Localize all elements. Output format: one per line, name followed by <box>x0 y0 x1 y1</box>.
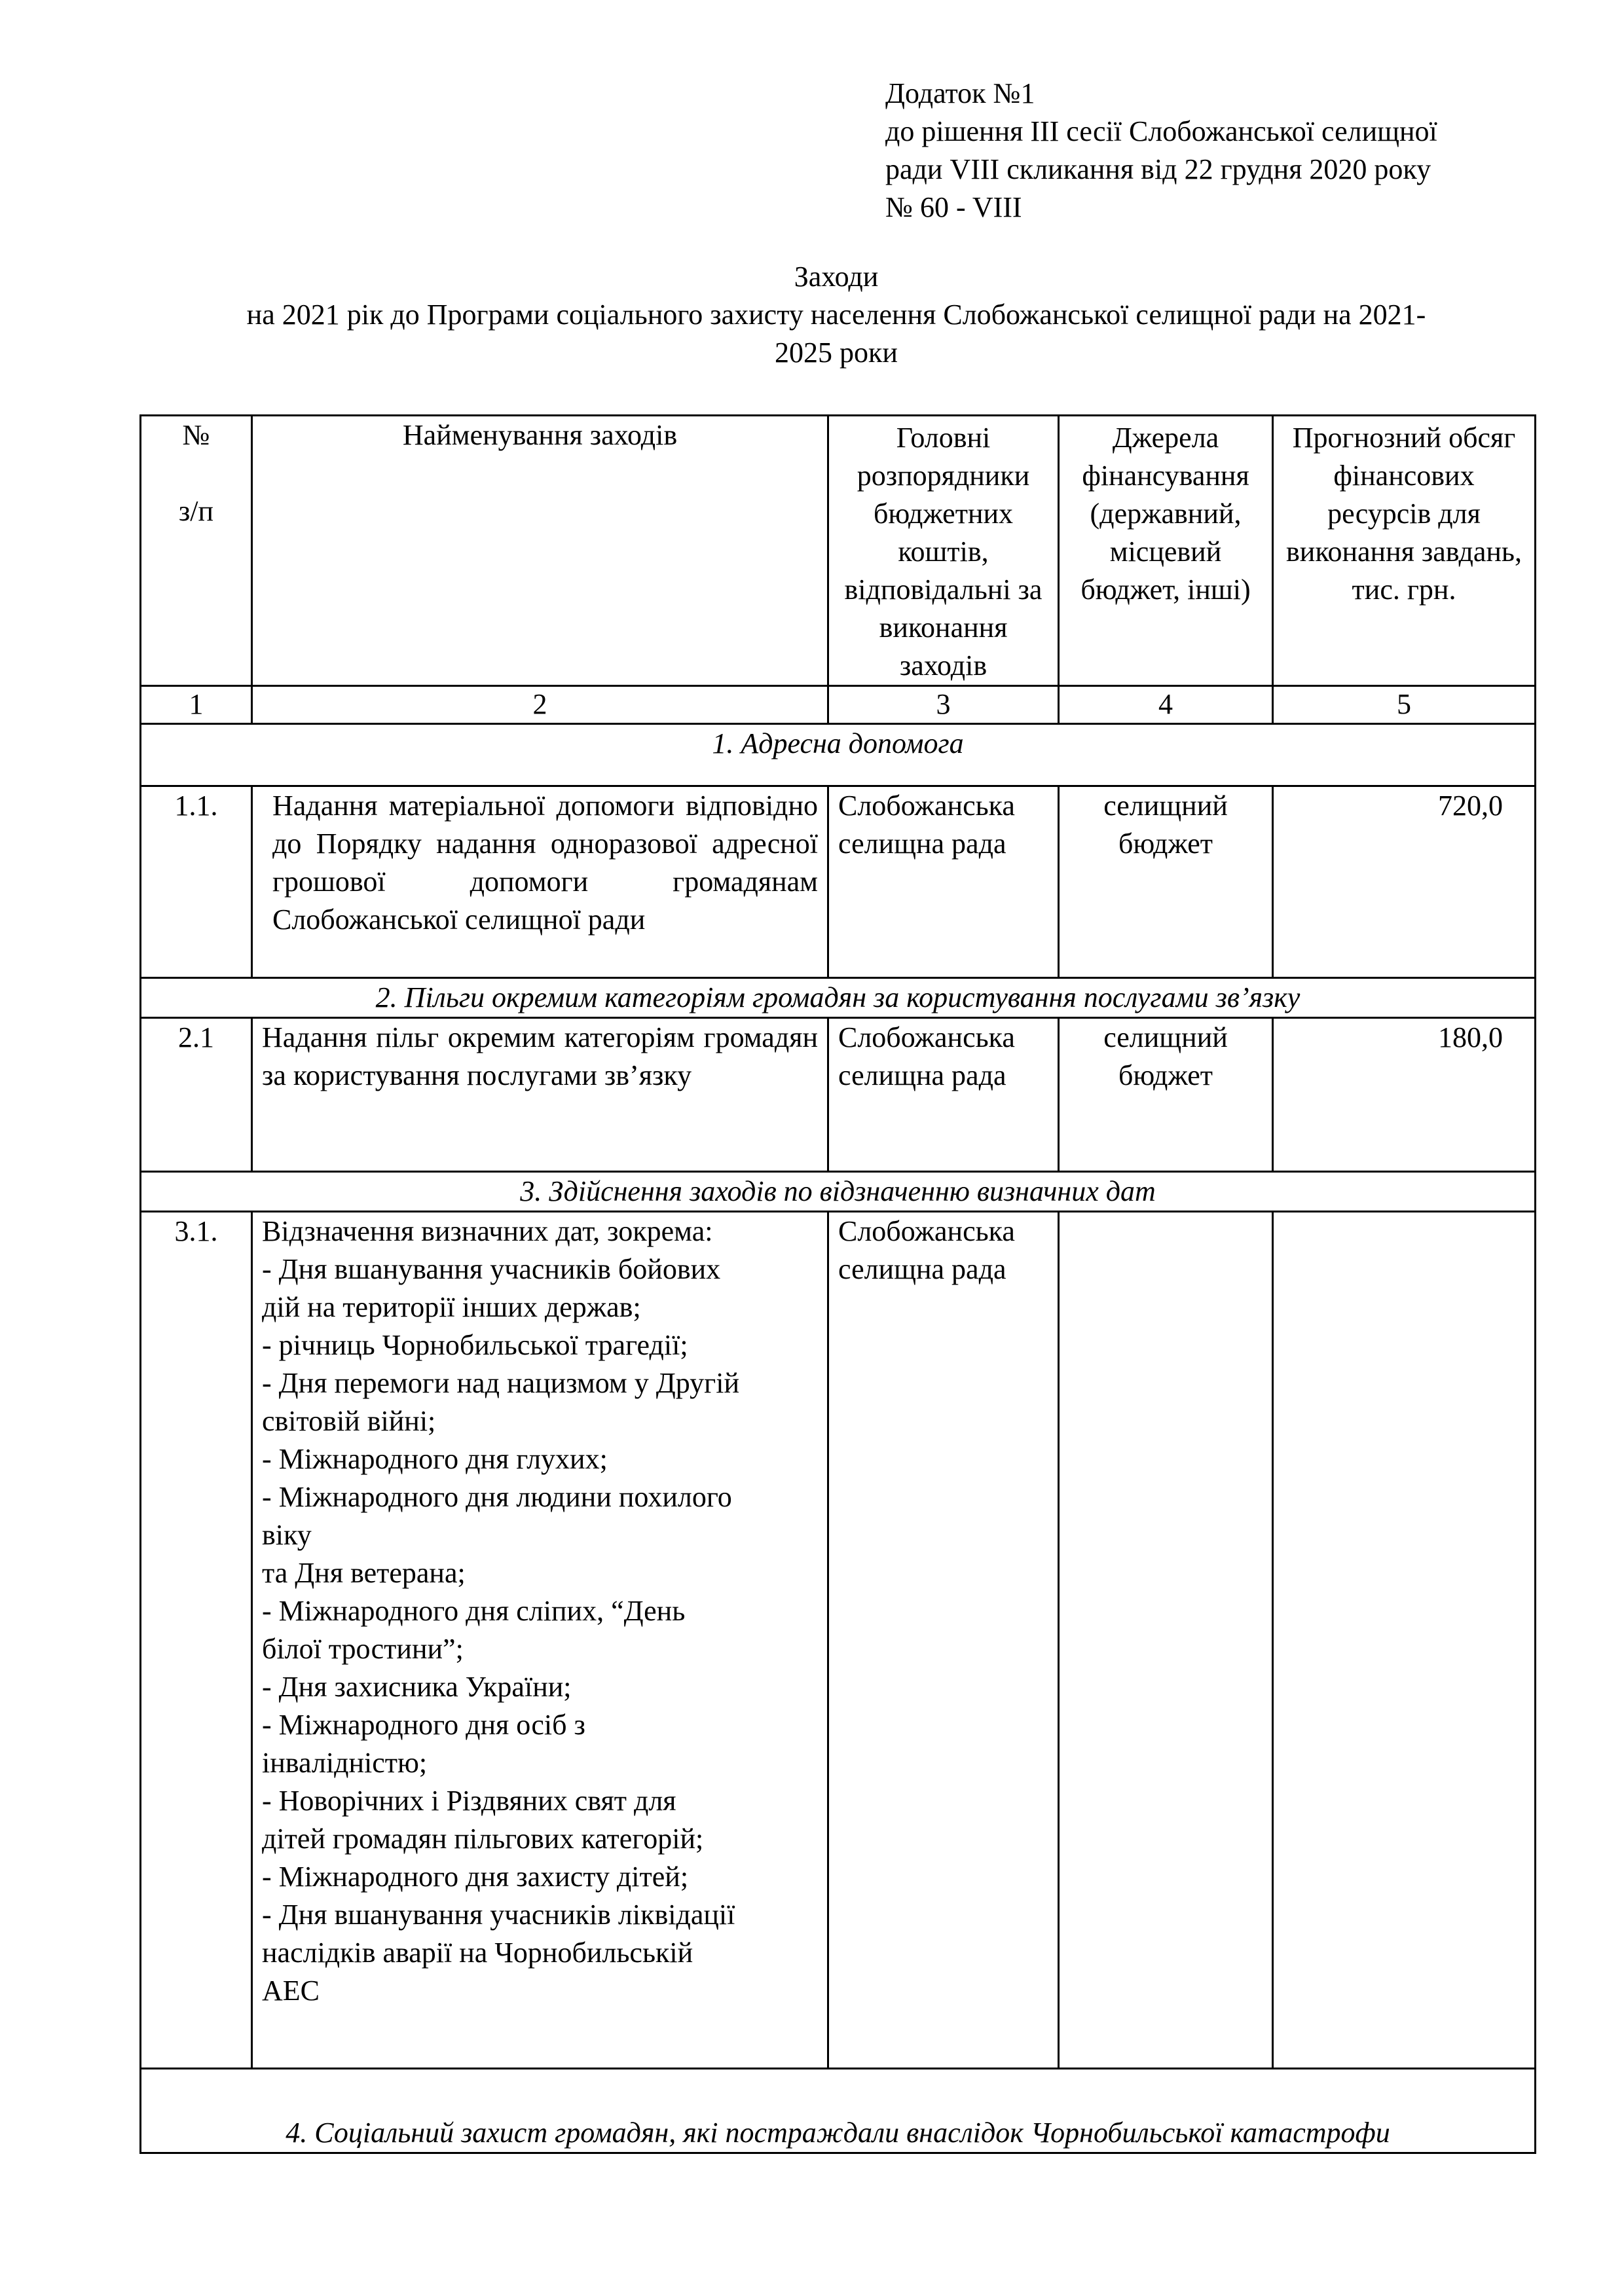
list-item: - Міжнародного дня осіб з <box>262 1709 585 1741</box>
list-item: - Дня вшанування учасників ліквідації <box>262 1899 735 1931</box>
section-row <box>141 1172 1536 1212</box>
list-item: - Дня захисника України; <box>262 1671 572 1703</box>
list-item: наслідків аварії на Чорнобильській <box>262 1937 693 1969</box>
annex-line-1: Додаток №1 <box>885 77 1035 109</box>
list-item: - Дня вшанування учасників бойових <box>262 1253 721 1285</box>
list-item: білої тростини”; <box>262 1633 464 1665</box>
list-item: - Міжнародного дня захисту дітей; <box>262 1861 689 1893</box>
header-num: № з/п <box>141 416 252 686</box>
list-item: дітей громадян пільгових категорій; <box>262 1823 704 1855</box>
section-title: 3. Здійснення заходів по відзначенню визначних дат <box>141 1172 1536 1212</box>
list-item: - Дня перемоги над нацизмом у Другій <box>262 1367 739 1399</box>
row-name <box>252 1212 828 2069</box>
list-item: віку <box>262 1519 312 1551</box>
table-row <box>141 1018 1536 1172</box>
row-number: 3.1. <box>141 1212 252 2069</box>
row-volume: 720,0 <box>1273 786 1536 978</box>
column-number: 4 <box>1059 686 1273 724</box>
table-row <box>141 1212 1536 2069</box>
annex-line-4: № 60 - VIII <box>885 191 1022 223</box>
section-row <box>141 978 1536 1018</box>
header-row <box>141 416 1536 686</box>
row-manager: Слобожанська селищна рада <box>828 786 1059 978</box>
section-title: 1. Адресна допомога <box>141 724 1536 786</box>
row-number: 1.1. <box>141 786 252 978</box>
list-item: світовій війні; <box>262 1405 436 1437</box>
row-volume: 180,0 <box>1273 1018 1536 1172</box>
table-row <box>141 786 1536 978</box>
title-line-1: Заходи <box>794 261 879 293</box>
header-volume: Прогнозний обсяг фінансових ресурсів для виконання завдань, тис. грн. <box>1273 416 1536 686</box>
title-line-3: 2025 роки <box>775 337 898 369</box>
annex-block <box>885 75 1437 227</box>
list-item: - Міжнародного дня глухих; <box>262 1443 608 1475</box>
row-manager: Слобожанська селищна рада <box>828 1212 1059 2069</box>
section-title: 2. Пільги окремим категоріям громадян за користування послугами зв’язку <box>141 978 1536 1018</box>
document-title <box>139 258 1534 372</box>
row-source <box>1059 1212 1273 2069</box>
title-line-2: на 2021 рік до Програми соціального захисту населення Слобожанської селищної ради на 2021- <box>246 299 1426 331</box>
annex-line-2: до рішення ІІІ сесії Слобожанської селищної <box>885 115 1437 147</box>
section-title: 4. Соціальний захист громадян, які постраждали внаслідок Чорнобильської катастрофи <box>141 2069 1536 2153</box>
list-item: АЕС <box>262 1975 320 2007</box>
list-item: - Міжнародного дня людини похилого <box>262 1481 732 1513</box>
header-managers: Головні розпорядники бюджетних коштів, відповідальні за виконання заходів <box>828 416 1059 686</box>
row-source: селищний бюджет <box>1059 786 1273 978</box>
column-numbers-row <box>141 686 1536 724</box>
list-item: - Новорічних і Різдвяних свят для <box>262 1785 676 1817</box>
list-item: Відзначення визначних дат, зокрема: <box>262 1215 713 1247</box>
column-number: 3 <box>828 686 1059 724</box>
row-number: 2.1 <box>141 1018 252 1172</box>
list-item: та Дня ветерана; <box>262 1557 466 1589</box>
section-row <box>141 2069 1536 2153</box>
list-item: інвалідністю; <box>262 1747 428 1779</box>
column-number: 2 <box>252 686 828 724</box>
header-sources: Джерела фінансування (державний, місцевий бюджет, інші) <box>1059 416 1273 686</box>
row-volume <box>1273 1212 1536 2069</box>
measures-table <box>139 414 1536 2154</box>
row-source: селищний бюджет <box>1059 1018 1273 1172</box>
annex-line-3: ради VIII скликання від 22 грудня 2020 року <box>885 153 1431 185</box>
row-name: Надання пільг окремим категоріям громадян за користування послугами зв’язку <box>252 1018 828 1172</box>
list-item: - Міжнародного дня сліпих, “День <box>262 1595 686 1627</box>
column-number: 5 <box>1273 686 1536 724</box>
column-number: 1 <box>141 686 252 724</box>
header-name: Найменування заходів <box>252 416 828 686</box>
row-manager: Слобожанська селищна рада <box>828 1018 1059 1172</box>
list-item: дій на території інших держав; <box>262 1291 641 1323</box>
section-row <box>141 724 1536 786</box>
list-item: - річниць Чорнобильської трагедії; <box>262 1329 688 1361</box>
row-name: Надання матеріальної допомоги відповідно до Порядку надання одноразової адресної грошової допомоги громадянам Слобожанської селищної ради <box>252 786 828 978</box>
